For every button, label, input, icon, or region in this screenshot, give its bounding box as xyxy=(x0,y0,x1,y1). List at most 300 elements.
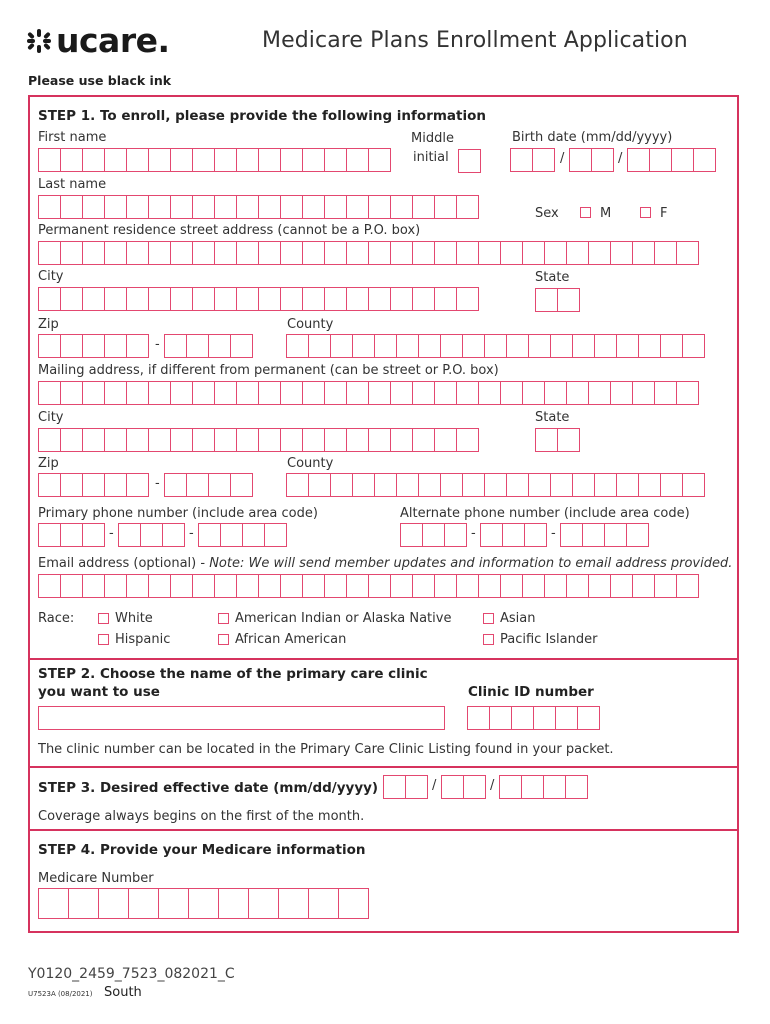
char-cell[interactable] xyxy=(346,241,369,265)
char-cell[interactable] xyxy=(434,195,457,219)
char-cell[interactable] xyxy=(533,706,556,730)
medicare-number-field[interactable] xyxy=(38,888,368,919)
char-cell[interactable] xyxy=(302,428,325,452)
char-cell[interactable] xyxy=(346,287,369,311)
char-cell[interactable] xyxy=(368,287,391,311)
char-cell[interactable] xyxy=(352,334,375,358)
char-cell[interactable] xyxy=(302,381,325,405)
char-cell[interactable] xyxy=(434,574,457,598)
char-cell[interactable] xyxy=(566,241,589,265)
char-cell[interactable] xyxy=(258,574,281,598)
char-cell[interactable] xyxy=(390,195,413,219)
char-cell[interactable] xyxy=(456,287,479,311)
char-cell[interactable] xyxy=(170,148,193,172)
effective-month-field[interactable] xyxy=(383,775,427,799)
char-cell[interactable] xyxy=(550,473,573,497)
char-cell[interactable] xyxy=(188,888,219,919)
char-cell[interactable] xyxy=(478,241,501,265)
char-cell[interactable] xyxy=(502,523,525,547)
char-cell[interactable] xyxy=(368,241,391,265)
char-cell[interactable] xyxy=(38,241,61,265)
char-cell[interactable] xyxy=(218,888,249,919)
char-cell[interactable] xyxy=(38,523,61,547)
char-cell[interactable] xyxy=(126,381,149,405)
char-cell[interactable] xyxy=(412,195,435,219)
char-cell[interactable] xyxy=(208,334,231,358)
birth-month-field[interactable] xyxy=(510,148,554,172)
mailing-zip-field[interactable] xyxy=(38,473,148,497)
char-cell[interactable] xyxy=(444,523,467,547)
sex-m-checkbox[interactable] xyxy=(580,207,591,218)
char-cell[interactable] xyxy=(104,241,127,265)
char-cell[interactable] xyxy=(82,428,105,452)
char-cell[interactable] xyxy=(60,334,83,358)
char-cell[interactable] xyxy=(148,287,171,311)
char-cell[interactable] xyxy=(242,523,265,547)
char-cell[interactable] xyxy=(214,195,237,219)
first-name-field[interactable] xyxy=(38,148,390,172)
char-cell[interactable] xyxy=(264,523,287,547)
char-cell[interactable] xyxy=(192,574,215,598)
char-cell[interactable] xyxy=(148,241,171,265)
char-cell[interactable] xyxy=(506,334,529,358)
char-cell[interactable] xyxy=(346,574,369,598)
zip-ext-field[interactable] xyxy=(164,334,252,358)
char-cell[interactable] xyxy=(104,287,127,311)
char-cell[interactable] xyxy=(456,195,479,219)
char-cell[interactable] xyxy=(440,334,463,358)
char-cell[interactable] xyxy=(104,574,127,598)
char-cell[interactable] xyxy=(236,381,259,405)
char-cell[interactable] xyxy=(104,428,127,452)
char-cell[interactable] xyxy=(60,428,83,452)
char-cell[interactable] xyxy=(214,428,237,452)
char-cell[interactable] xyxy=(654,574,677,598)
email-field[interactable] xyxy=(38,574,698,598)
race-african-american-checkbox[interactable] xyxy=(218,634,229,645)
char-cell[interactable] xyxy=(374,473,397,497)
char-cell[interactable] xyxy=(82,334,105,358)
char-cell[interactable] xyxy=(126,574,149,598)
char-cell[interactable] xyxy=(192,148,215,172)
alternate-phone-prefix-field[interactable] xyxy=(480,523,546,547)
char-cell[interactable] xyxy=(390,428,413,452)
char-cell[interactable] xyxy=(682,473,705,497)
char-cell[interactable] xyxy=(638,473,661,497)
char-cell[interactable] xyxy=(632,241,655,265)
char-cell[interactable] xyxy=(616,334,639,358)
char-cell[interactable] xyxy=(510,148,533,172)
char-cell[interactable] xyxy=(148,428,171,452)
char-cell[interactable] xyxy=(82,574,105,598)
char-cell[interactable] xyxy=(591,148,614,172)
birth-day-field[interactable] xyxy=(569,148,613,172)
char-cell[interactable] xyxy=(528,473,551,497)
char-cell[interactable] xyxy=(60,473,83,497)
char-cell[interactable] xyxy=(412,241,435,265)
state-field[interactable] xyxy=(535,288,579,312)
char-cell[interactable] xyxy=(230,334,253,358)
char-cell[interactable] xyxy=(258,148,281,172)
char-cell[interactable] xyxy=(38,428,61,452)
char-cell[interactable] xyxy=(214,287,237,311)
sex-f-checkbox[interactable] xyxy=(640,207,651,218)
char-cell[interactable] xyxy=(557,288,580,312)
char-cell[interactable] xyxy=(569,148,592,172)
mailing-street-field[interactable] xyxy=(38,381,698,405)
char-cell[interactable] xyxy=(126,195,149,219)
county-field[interactable] xyxy=(286,334,704,358)
char-cell[interactable] xyxy=(286,334,309,358)
char-cell[interactable] xyxy=(280,241,303,265)
char-cell[interactable] xyxy=(170,574,193,598)
char-cell[interactable] xyxy=(258,241,281,265)
char-cell[interactable] xyxy=(478,574,501,598)
char-cell[interactable] xyxy=(38,473,61,497)
char-cell[interactable] xyxy=(535,428,558,452)
char-cell[interactable] xyxy=(104,334,127,358)
char-cell[interactable] xyxy=(140,523,163,547)
char-cell[interactable] xyxy=(302,241,325,265)
char-cell[interactable] xyxy=(412,428,435,452)
char-cell[interactable] xyxy=(236,574,259,598)
char-cell[interactable] xyxy=(186,473,209,497)
char-cell[interactable] xyxy=(170,287,193,311)
primary-phone-line-field[interactable] xyxy=(198,523,286,547)
char-cell[interactable] xyxy=(434,428,457,452)
char-cell[interactable] xyxy=(532,148,555,172)
char-cell[interactable] xyxy=(38,195,61,219)
char-cell[interactable] xyxy=(230,473,253,497)
char-cell[interactable] xyxy=(104,195,127,219)
char-cell[interactable] xyxy=(489,706,512,730)
char-cell[interactable] xyxy=(632,574,655,598)
char-cell[interactable] xyxy=(60,241,83,265)
char-cell[interactable] xyxy=(208,473,231,497)
char-cell[interactable] xyxy=(467,706,490,730)
char-cell[interactable] xyxy=(610,574,633,598)
char-cell[interactable] xyxy=(572,334,595,358)
char-cell[interactable] xyxy=(214,574,237,598)
char-cell[interactable] xyxy=(383,775,406,799)
char-cell[interactable] xyxy=(214,148,237,172)
char-cell[interactable] xyxy=(463,775,486,799)
char-cell[interactable] xyxy=(638,334,661,358)
char-cell[interactable] xyxy=(214,381,237,405)
char-cell[interactable] xyxy=(170,195,193,219)
char-cell[interactable] xyxy=(582,523,605,547)
char-cell[interactable] xyxy=(236,287,259,311)
char-cell[interactable] xyxy=(577,706,600,730)
char-cell[interactable] xyxy=(521,775,544,799)
char-cell[interactable] xyxy=(302,287,325,311)
char-cell[interactable] xyxy=(338,888,369,919)
last-name-field[interactable] xyxy=(38,195,478,219)
char-cell[interactable] xyxy=(192,241,215,265)
char-cell[interactable] xyxy=(82,381,105,405)
char-cell[interactable] xyxy=(148,148,171,172)
char-cell[interactable] xyxy=(214,241,237,265)
char-cell[interactable] xyxy=(60,148,83,172)
char-cell[interactable] xyxy=(126,148,149,172)
char-cell[interactable] xyxy=(192,428,215,452)
char-cell[interactable] xyxy=(186,334,209,358)
char-cell[interactable] xyxy=(286,473,309,497)
char-cell[interactable] xyxy=(456,381,479,405)
char-cell[interactable] xyxy=(682,334,705,358)
char-cell[interactable] xyxy=(126,428,149,452)
char-cell[interactable] xyxy=(544,241,567,265)
char-cell[interactable] xyxy=(610,381,633,405)
primary-phone-prefix-field[interactable] xyxy=(118,523,184,547)
birth-year-field[interactable] xyxy=(627,148,715,172)
char-cell[interactable] xyxy=(626,523,649,547)
char-cell[interactable] xyxy=(308,473,331,497)
char-cell[interactable] xyxy=(38,148,61,172)
char-cell[interactable] xyxy=(434,287,457,311)
char-cell[interactable] xyxy=(302,574,325,598)
char-cell[interactable] xyxy=(302,148,325,172)
char-cell[interactable] xyxy=(368,381,391,405)
char-cell[interactable] xyxy=(610,241,633,265)
char-cell[interactable] xyxy=(60,523,83,547)
char-cell[interactable] xyxy=(434,241,457,265)
char-cell[interactable] xyxy=(104,381,127,405)
char-cell[interactable] xyxy=(324,241,347,265)
char-cell[interactable] xyxy=(412,381,435,405)
char-cell[interactable] xyxy=(118,523,141,547)
char-cell[interactable] xyxy=(236,195,259,219)
char-cell[interactable] xyxy=(480,523,503,547)
char-cell[interactable] xyxy=(572,473,595,497)
char-cell[interactable] xyxy=(60,287,83,311)
char-cell[interactable] xyxy=(236,148,259,172)
char-cell[interactable] xyxy=(330,473,353,497)
char-cell[interactable] xyxy=(390,574,413,598)
char-cell[interactable] xyxy=(390,381,413,405)
char-cell[interactable] xyxy=(148,381,171,405)
char-cell[interactable] xyxy=(560,523,583,547)
char-cell[interactable] xyxy=(82,195,105,219)
char-cell[interactable] xyxy=(98,888,129,919)
char-cell[interactable] xyxy=(192,287,215,311)
char-cell[interactable] xyxy=(170,241,193,265)
char-cell[interactable] xyxy=(506,473,529,497)
char-cell[interactable] xyxy=(484,473,507,497)
race-asian-checkbox[interactable] xyxy=(483,613,494,624)
char-cell[interactable] xyxy=(528,334,551,358)
char-cell[interactable] xyxy=(352,473,375,497)
char-cell[interactable] xyxy=(660,334,683,358)
char-cell[interactable] xyxy=(324,574,347,598)
char-cell[interactable] xyxy=(368,195,391,219)
char-cell[interactable] xyxy=(484,334,507,358)
char-cell[interactable] xyxy=(693,148,716,172)
race-hispanic-checkbox[interactable] xyxy=(98,634,109,645)
effective-year-field[interactable] xyxy=(499,775,587,799)
char-cell[interactable] xyxy=(522,574,545,598)
char-cell[interactable] xyxy=(396,334,419,358)
char-cell[interactable] xyxy=(38,334,61,358)
char-cell[interactable] xyxy=(220,523,243,547)
char-cell[interactable] xyxy=(308,888,339,919)
char-cell[interactable] xyxy=(456,241,479,265)
char-cell[interactable] xyxy=(616,473,639,497)
char-cell[interactable] xyxy=(148,574,171,598)
char-cell[interactable] xyxy=(478,381,501,405)
char-cell[interactable] xyxy=(170,381,193,405)
char-cell[interactable] xyxy=(499,775,522,799)
char-cell[interactable] xyxy=(324,287,347,311)
char-cell[interactable] xyxy=(649,148,672,172)
char-cell[interactable] xyxy=(60,381,83,405)
char-cell[interactable] xyxy=(158,888,189,919)
char-cell[interactable] xyxy=(236,428,259,452)
char-cell[interactable] xyxy=(192,381,215,405)
char-cell[interactable] xyxy=(324,381,347,405)
char-cell[interactable] xyxy=(198,523,221,547)
char-cell[interactable] xyxy=(544,574,567,598)
char-cell[interactable] xyxy=(374,334,397,358)
char-cell[interactable] xyxy=(500,241,523,265)
char-cell[interactable] xyxy=(346,428,369,452)
char-cell[interactable] xyxy=(400,523,423,547)
char-cell[interactable] xyxy=(566,381,589,405)
residence-street-field[interactable] xyxy=(38,241,698,265)
mailing-city-field[interactable] xyxy=(38,428,478,452)
alternate-phone-line-field[interactable] xyxy=(560,523,648,547)
char-cell[interactable] xyxy=(511,706,534,730)
char-cell[interactable] xyxy=(280,381,303,405)
char-cell[interactable] xyxy=(128,888,159,919)
char-cell[interactable] xyxy=(458,149,481,173)
char-cell[interactable] xyxy=(627,148,650,172)
char-cell[interactable] xyxy=(588,381,611,405)
char-cell[interactable] xyxy=(500,381,523,405)
char-cell[interactable] xyxy=(148,195,171,219)
race-pacific-islander-checkbox[interactable] xyxy=(483,634,494,645)
clinic-id-field[interactable] xyxy=(467,706,599,730)
char-cell[interactable] xyxy=(258,195,281,219)
char-cell[interactable] xyxy=(258,428,281,452)
race-american-indian-checkbox[interactable] xyxy=(218,613,229,624)
char-cell[interactable] xyxy=(60,195,83,219)
char-cell[interactable] xyxy=(170,428,193,452)
char-cell[interactable] xyxy=(278,888,309,919)
char-cell[interactable] xyxy=(280,287,303,311)
char-cell[interactable] xyxy=(456,574,479,598)
char-cell[interactable] xyxy=(38,574,61,598)
char-cell[interactable] xyxy=(396,473,419,497)
char-cell[interactable] xyxy=(368,428,391,452)
char-cell[interactable] xyxy=(38,287,61,311)
char-cell[interactable] xyxy=(676,381,699,405)
char-cell[interactable] xyxy=(346,148,369,172)
char-cell[interactable] xyxy=(280,574,303,598)
char-cell[interactable] xyxy=(68,888,99,919)
char-cell[interactable] xyxy=(594,334,617,358)
char-cell[interactable] xyxy=(82,241,105,265)
char-cell[interactable] xyxy=(462,334,485,358)
char-cell[interactable] xyxy=(324,148,347,172)
char-cell[interactable] xyxy=(324,428,347,452)
char-cell[interactable] xyxy=(676,241,699,265)
char-cell[interactable] xyxy=(126,287,149,311)
char-cell[interactable] xyxy=(346,381,369,405)
char-cell[interactable] xyxy=(524,523,547,547)
char-cell[interactable] xyxy=(604,523,627,547)
char-cell[interactable] xyxy=(302,195,325,219)
effective-day-field[interactable] xyxy=(441,775,485,799)
char-cell[interactable] xyxy=(60,574,83,598)
char-cell[interactable] xyxy=(440,473,463,497)
char-cell[interactable] xyxy=(330,334,353,358)
mailing-county-field[interactable] xyxy=(286,473,704,497)
char-cell[interactable] xyxy=(82,148,105,172)
char-cell[interactable] xyxy=(104,473,127,497)
char-cell[interactable] xyxy=(594,473,617,497)
char-cell[interactable] xyxy=(566,574,589,598)
char-cell[interactable] xyxy=(654,241,677,265)
char-cell[interactable] xyxy=(280,148,303,172)
char-cell[interactable] xyxy=(82,287,105,311)
char-cell[interactable] xyxy=(671,148,694,172)
alternate-phone-area-field[interactable] xyxy=(400,523,466,547)
city-field[interactable] xyxy=(38,287,478,311)
char-cell[interactable] xyxy=(543,775,566,799)
char-cell[interactable] xyxy=(126,241,149,265)
char-cell[interactable] xyxy=(258,381,281,405)
char-cell[interactable] xyxy=(368,148,391,172)
char-cell[interactable] xyxy=(535,288,558,312)
char-cell[interactable] xyxy=(412,574,435,598)
char-cell[interactable] xyxy=(248,888,279,919)
char-cell[interactable] xyxy=(441,775,464,799)
char-cell[interactable] xyxy=(192,195,215,219)
mailing-state-field[interactable] xyxy=(535,428,579,452)
char-cell[interactable] xyxy=(418,473,441,497)
char-cell[interactable] xyxy=(104,148,127,172)
primary-phone-area-field[interactable] xyxy=(38,523,104,547)
char-cell[interactable] xyxy=(462,473,485,497)
char-cell[interactable] xyxy=(418,334,441,358)
char-cell[interactable] xyxy=(126,473,149,497)
char-cell[interactable] xyxy=(588,574,611,598)
char-cell[interactable] xyxy=(422,523,445,547)
char-cell[interactable] xyxy=(280,195,303,219)
char-cell[interactable] xyxy=(164,334,187,358)
char-cell[interactable] xyxy=(308,334,331,358)
char-cell[interactable] xyxy=(405,775,428,799)
char-cell[interactable] xyxy=(565,775,588,799)
char-cell[interactable] xyxy=(82,473,105,497)
race-white-checkbox[interactable] xyxy=(98,613,109,624)
char-cell[interactable] xyxy=(368,574,391,598)
char-cell[interactable] xyxy=(324,195,347,219)
char-cell[interactable] xyxy=(346,195,369,219)
char-cell[interactable] xyxy=(550,334,573,358)
char-cell[interactable] xyxy=(456,428,479,452)
char-cell[interactable] xyxy=(258,287,281,311)
char-cell[interactable] xyxy=(390,241,413,265)
zip-field[interactable] xyxy=(38,334,148,358)
char-cell[interactable] xyxy=(390,287,413,311)
char-cell[interactable] xyxy=(557,428,580,452)
char-cell[interactable] xyxy=(522,241,545,265)
char-cell[interactable] xyxy=(82,523,105,547)
char-cell[interactable] xyxy=(522,381,545,405)
char-cell[interactable] xyxy=(676,574,699,598)
